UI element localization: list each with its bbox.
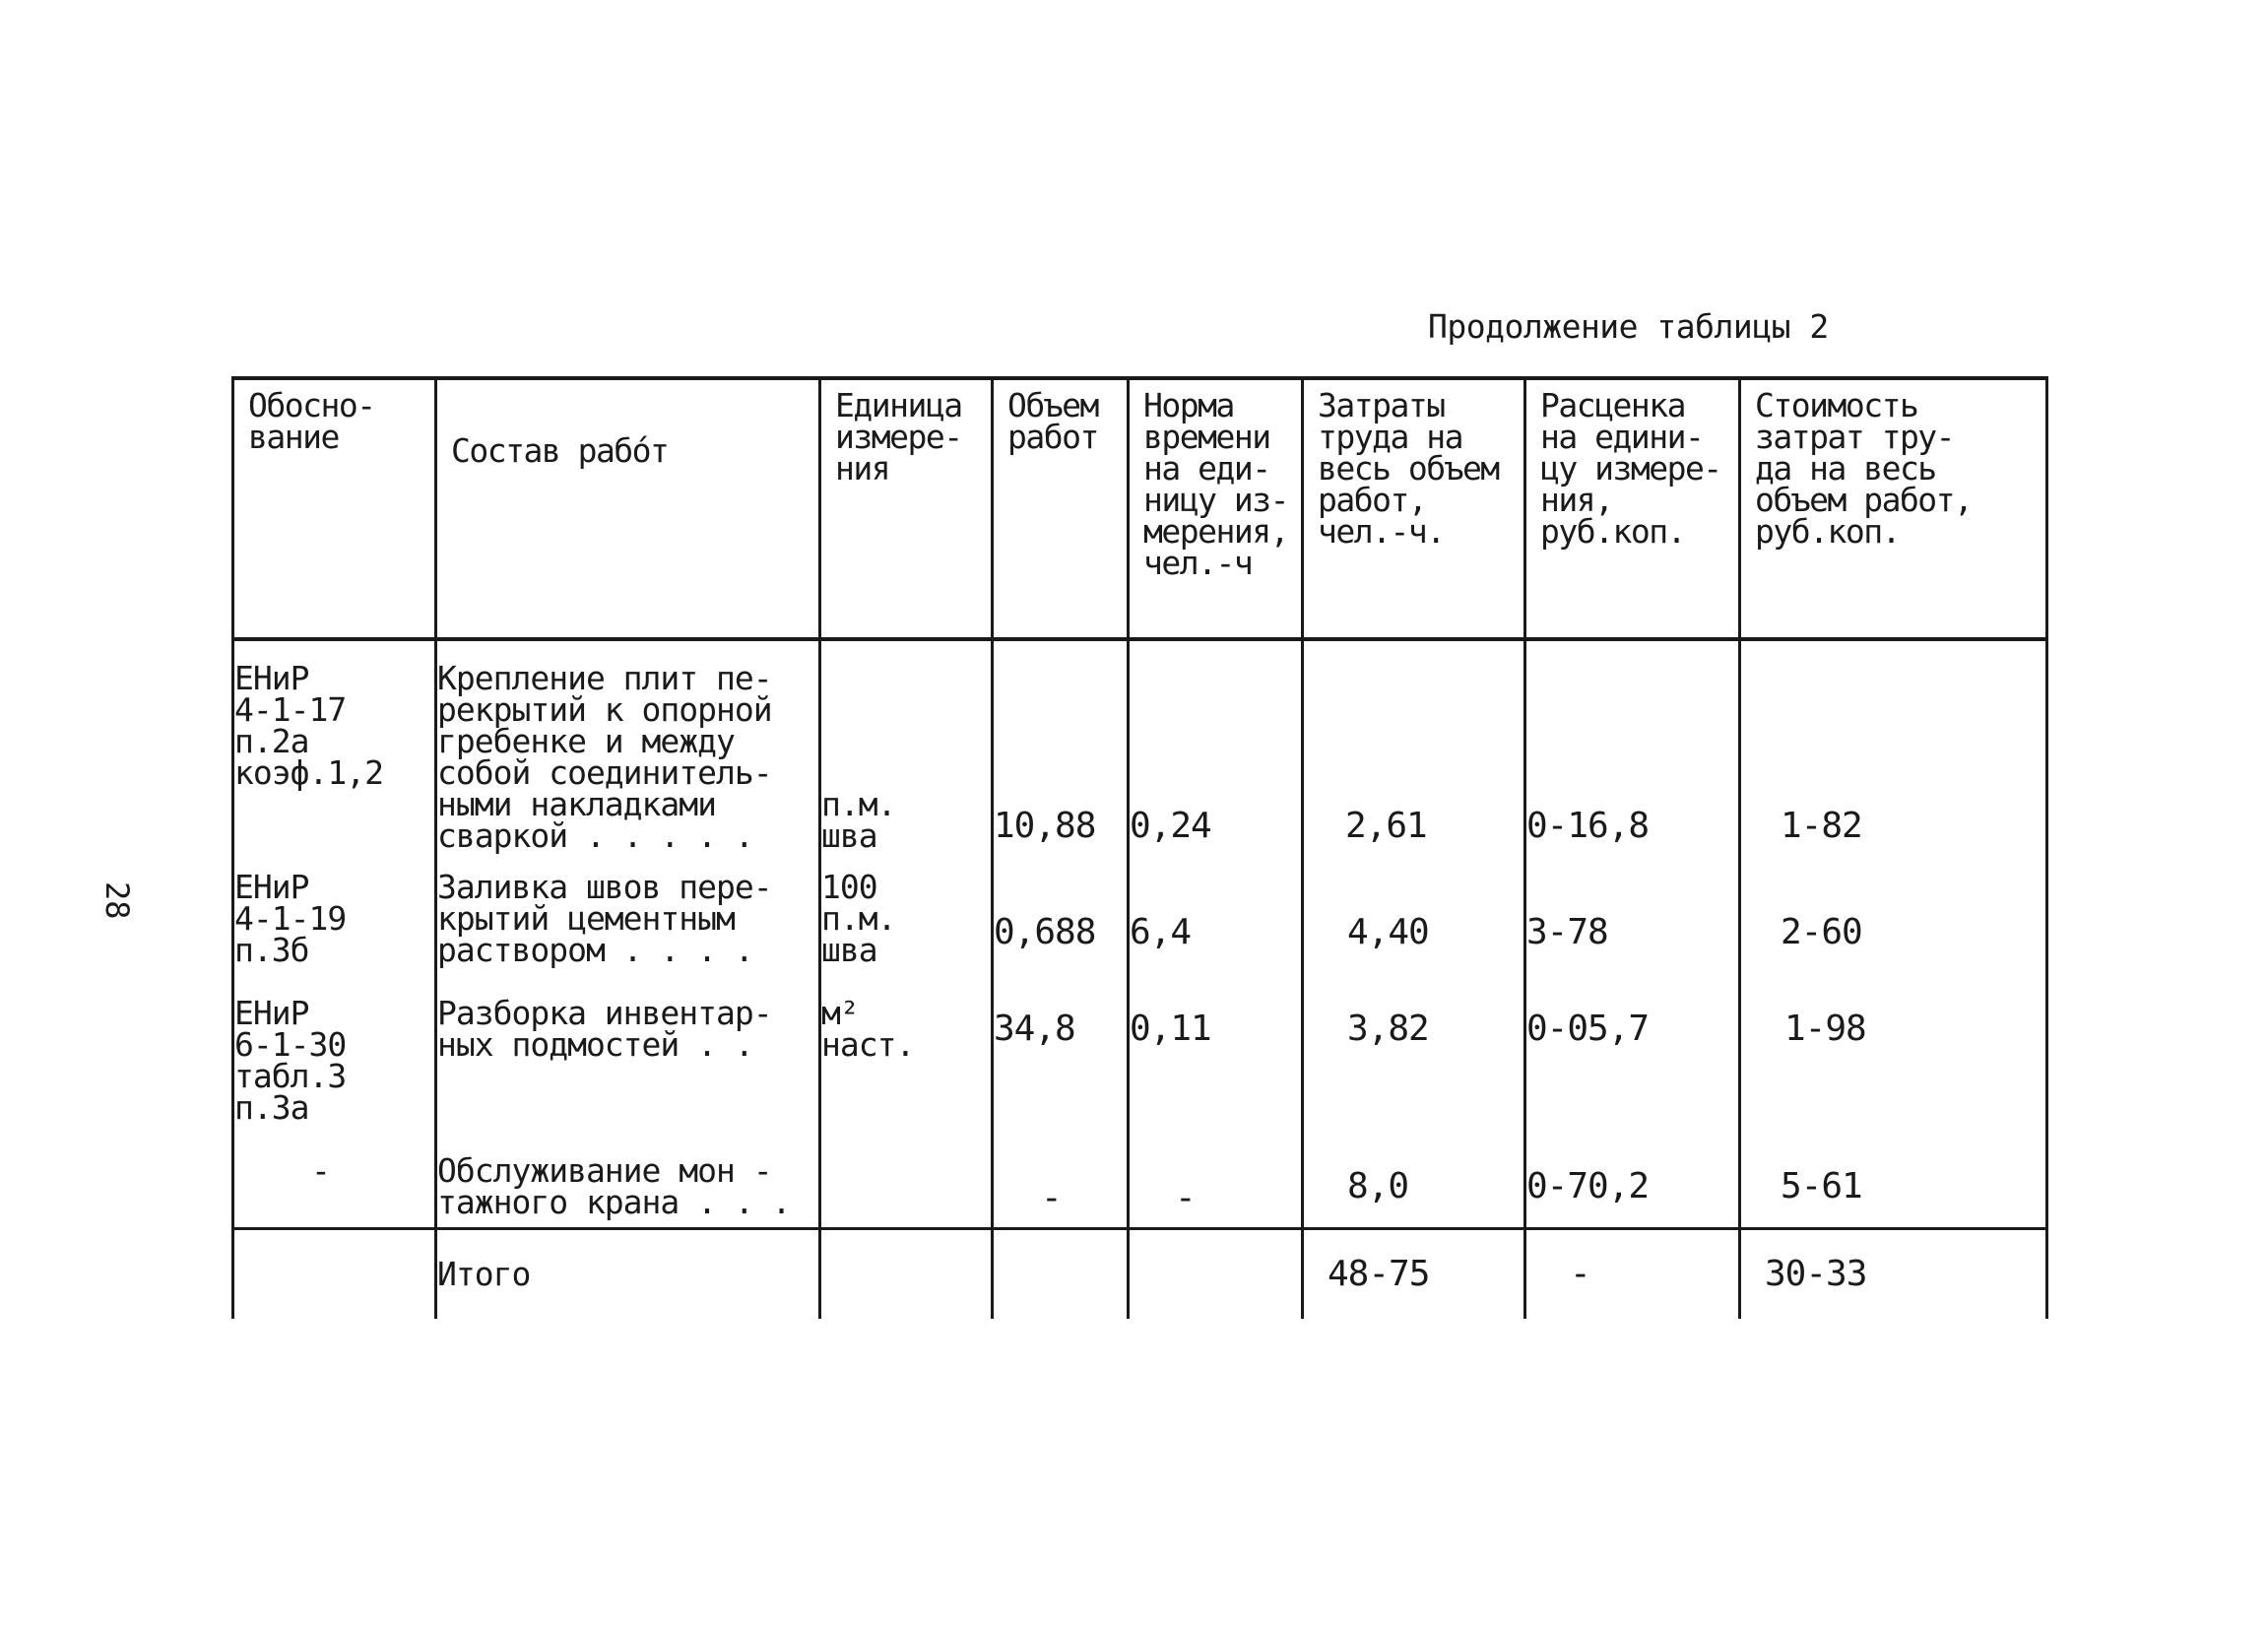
row-cost: 1-82 <box>1740 639 2047 864</box>
row-basis: ЕНиР 4-1-17 п.2а коэф.1,2 <box>233 639 436 864</box>
row-work: Крепление плит пе- рекрытий к опорной гребенке и между собой соединитель- ными накладками сваркой . . . . . <box>436 639 820 864</box>
total-label: Итого <box>436 1228 820 1319</box>
row-cost: 2-60 <box>1740 864 2047 990</box>
row-labor: 3,82 <box>1303 990 1525 1147</box>
row-basis: ЕНиР 4-1-19 п.3б <box>233 864 436 990</box>
row-rate: 0-70,2 <box>1525 1147 1740 1228</box>
table-caption: Продолжение таблицы 2 <box>1428 307 1829 346</box>
total-volume <box>993 1228 1129 1319</box>
header-unit: Единица измере- ния <box>820 378 993 639</box>
row-volume: 0,688 <box>993 864 1129 990</box>
header-volume: Объем работ <box>993 378 1129 639</box>
row-work: Обслуживание мон - тажного крана . . . <box>436 1147 820 1228</box>
row-volume: - <box>993 1147 1129 1228</box>
table-row <box>233 1147 2047 1228</box>
header-total-cost: Стоимость затрат тру- да на весь объем работ, руб.коп. <box>1740 378 2047 639</box>
row-basis: ЕНиР 6-1-30 табл.3 п.3а <box>233 990 436 1147</box>
row-norm: 6,4 <box>1129 864 1303 990</box>
row-unit: п.м. шва <box>820 639 993 864</box>
row-basis: - <box>233 1147 436 1228</box>
row-cost: 1-98 <box>1740 990 2047 1147</box>
row-unit: 100 п.м. шва <box>820 864 993 990</box>
row-labor: 2,61 <box>1303 639 1525 864</box>
header-basis: Обосно- вание <box>233 378 436 639</box>
row-cost: 5-61 <box>1740 1147 2047 1228</box>
total-rate: - <box>1525 1228 1740 1319</box>
table-row <box>233 864 2047 990</box>
row-work: Заливка швов пере- крытий цементным раствором . . . . <box>436 864 820 990</box>
row-work: Разборка инвентар- ных подмостей . . <box>436 990 820 1147</box>
row-norm: 0,11 <box>1129 990 1303 1147</box>
row-unit: м² наст. <box>820 990 993 1147</box>
row-unit <box>820 1147 993 1228</box>
table-header-row <box>233 378 2047 639</box>
row-rate: 0-16,8 <box>1525 639 1740 864</box>
row-rate: 0-05,7 <box>1525 990 1740 1147</box>
header-labor-cost: Затраты труда на весь объем работ, чел.-ч. <box>1303 378 1525 639</box>
total-row <box>233 1228 2047 1319</box>
page-number: 28 <box>98 881 136 920</box>
row-norm: 0,24 <box>1129 639 1303 864</box>
table-row <box>233 639 2047 864</box>
header-time-norm: Норма времени на еди- ницу из- мерения, чел.-ч <box>1129 378 1303 639</box>
total-unit <box>820 1228 993 1319</box>
row-norm: - <box>1129 1147 1303 1228</box>
row-volume: 34,8 <box>993 990 1129 1147</box>
header-work-composition: Состав рабо́т <box>436 378 820 639</box>
row-labor: 4,40 <box>1303 864 1525 990</box>
table-row <box>233 990 2047 1147</box>
total-norm <box>1129 1228 1303 1319</box>
total-cost: 30-33 <box>1740 1228 2047 1319</box>
row-rate: 3-78 <box>1525 864 1740 990</box>
total-basis <box>233 1228 436 1319</box>
header-unit-rate: Расценка на едини- цу измере- ния, руб.коп. <box>1525 378 1740 639</box>
row-volume: 10,88 <box>993 639 1129 864</box>
row-labor: 8,0 <box>1303 1147 1525 1228</box>
work-cost-table <box>231 376 2048 1319</box>
total-labor: 48-75 <box>1303 1228 1525 1319</box>
